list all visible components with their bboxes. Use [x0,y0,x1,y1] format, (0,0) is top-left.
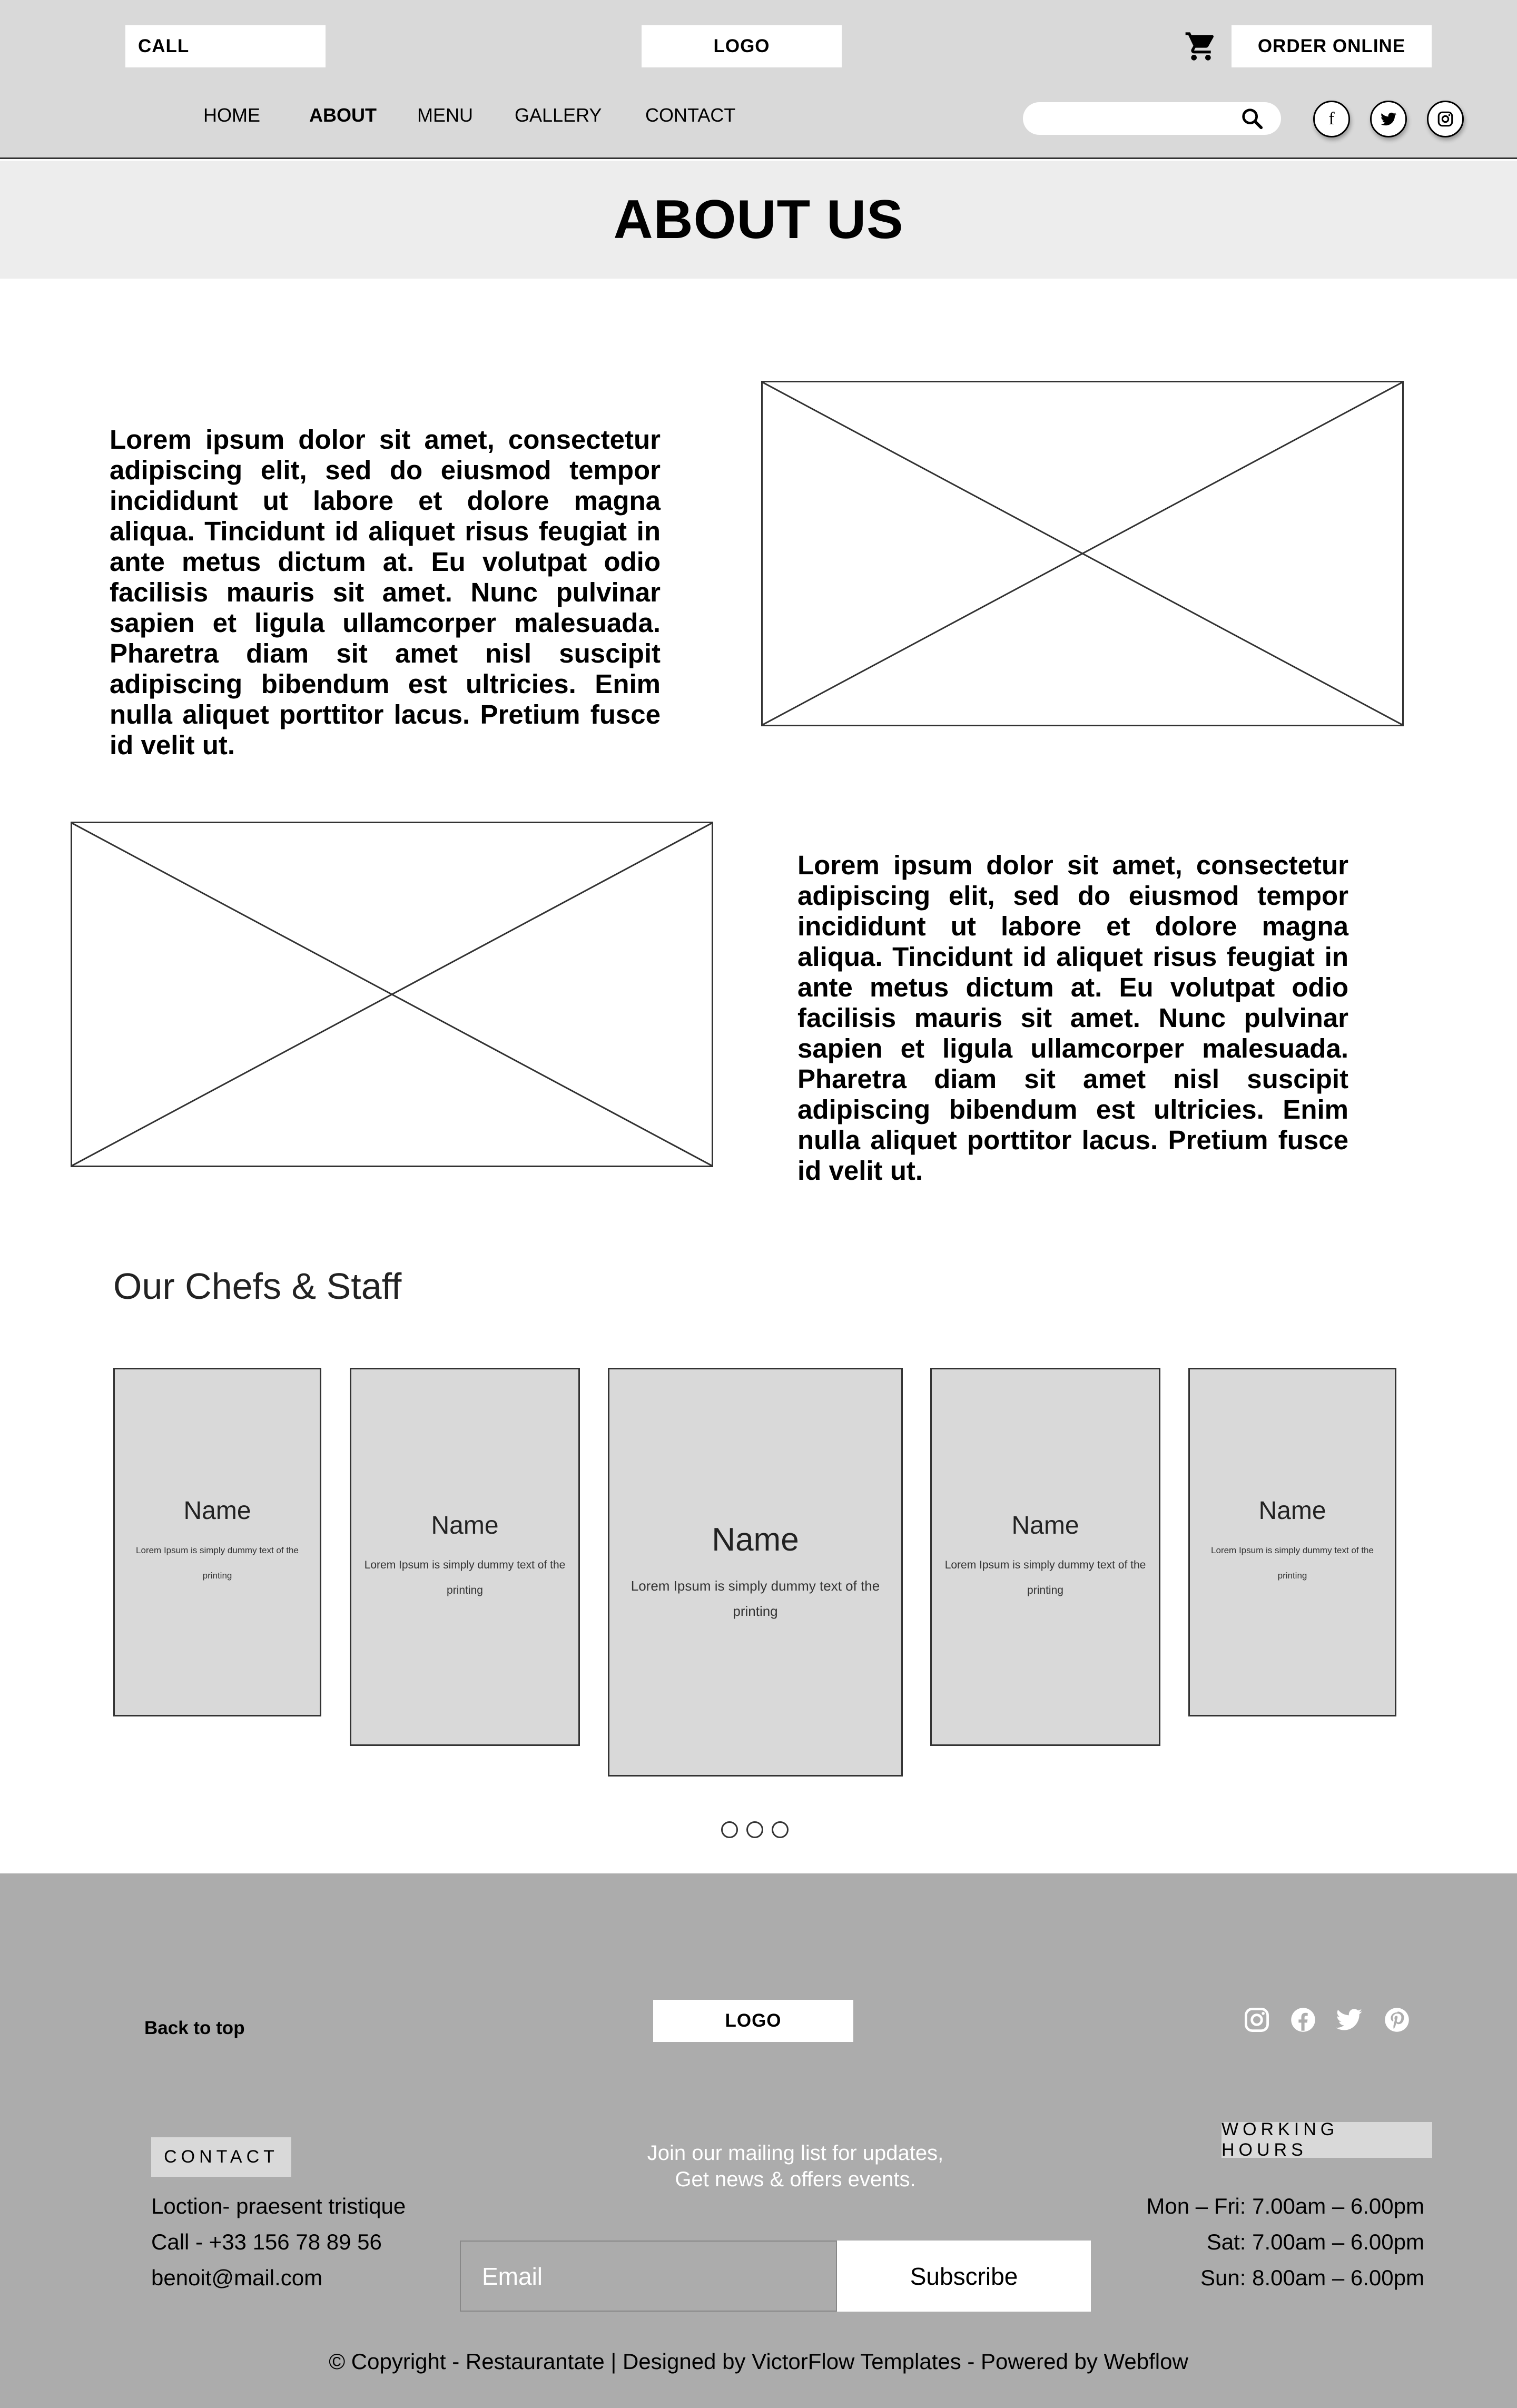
staff-card[interactable] [113,1368,321,1716]
nav-contact[interactable]: CONTACT [645,104,736,126]
carousel-dot[interactable] [746,1821,763,1838]
email-field[interactable] [460,2241,837,2312]
copyright-text: © Copyright - Restaurantate | Designed by VictorFlow Templates - Powered by Webflow [329,2349,1188,2374]
email-input[interactable] [481,2258,820,2294]
staff-section-title: Our Chefs & Staff [113,1266,402,1307]
hours-weekday: Mon – Fri: 7.00am – 6.00pm [1146,2194,1424,2218]
about-paragraph-1: Lorem ipsum dolor sit amet, consectetur adipiscing elit, sed do eiusmod tempor incididunt ut labore et dolore magna aliqua. Tincidunt id aliquet risus feugiat in ante metus dictum at. Eu volutpat odio facilisis mauris sit amet. Nunc pulvinar sapien et ligula ullamcorper malesuada. Pharetra diam sit amet nisl suscipit adipiscing bibendum est ultricies. Enim nulla aliquet porttitor lacus. Pretium fusce id velit ut. [110,425,661,760]
hours-saturday: Sat: 7.00am – 6.00pm [1206,2229,1424,2254]
twitter-icon[interactable] [1370,101,1407,137]
about-paragraph-2: Lorem ipsum dolor sit amet, consectetur adipiscing elit, sed do eiusmod tempor incididunt ut labore et dolore magna aliqua. Tincidunt id aliquet risus feugiat in ante metus dictum at. Eu volutpat odio facilisis mauris sit amet. Nunc pulvinar sapien et ligula ullamcorper malesuada. Pharetra diam sit amet nisl suscipit adipiscing bibendum est ultricies. Enim nulla aliquet porttitor lacus. Pretium fusce id velit ut. [797,850,1348,1186]
carousel-dot[interactable] [772,1821,789,1838]
footer-phone[interactable]: Call - +33 156 78 89 56 [151,2229,382,2254]
footer-email[interactable]: benoit@mail.com [151,2265,323,2290]
staff-name: Name [431,1511,499,1539]
image-placeholder-1 [761,381,1404,726]
cart-icon[interactable] [1184,29,1218,63]
staff-card[interactable] [1188,1368,1396,1716]
search-icon[interactable] [1240,106,1264,131]
staff-description: Lorem Ipsum is simply dummy text of the printing [631,1577,880,1619]
search-input[interactable] [1036,106,1238,132]
pinterest-icon[interactable] [1383,2006,1411,2034]
subscribe-button[interactable] [837,2241,1091,2312]
staff-card[interactable] [930,1368,1160,1746]
working-hours-label-text: WORKING HOURS [1222,2119,1339,2160]
nav-menu[interactable]: MENU [417,104,473,126]
carousel-dot[interactable] [721,1821,738,1838]
facebook-icon[interactable]: f [1313,101,1350,137]
footer-location: Loction- praesent tristique [151,2194,406,2218]
facebook-icon[interactable] [1289,2006,1317,2034]
hours-sunday: Sun: 8.00am – 6.00pm [1200,2265,1424,2290]
twitter-icon[interactable] [1336,2007,1363,2032]
call-button[interactable] [125,25,326,67]
contact-label-text: CONTACT [164,2147,279,2167]
page-title-band [0,161,1517,279]
working-hours-label [1222,2119,1432,2160]
image-placeholder-2 [71,822,713,1167]
contact-label [151,2137,291,2177]
page-title: ABOUT US [613,189,904,250]
nav-gallery[interactable]: GALLERY [515,104,602,126]
staff-description: Lorem Ipsum is simply dummy text of the printing [944,1558,1146,1596]
staff-name: Name [1258,1496,1326,1525]
back-to-top-link[interactable]: Back to top [144,2018,245,2038]
order-online-button[interactable] [1232,25,1432,67]
instagram-icon[interactable] [1243,2006,1270,2034]
footer-logo[interactable] [653,2000,853,2042]
staff-description: Lorem Ipsum is simply dummy text of the printing [364,1558,566,1596]
call-label: CALL [138,36,190,56]
subscribe-label: Subscribe [910,2262,1018,2290]
nav-about[interactable]: ABOUT [309,104,377,126]
mailing-line-2: Get news & offers events. [675,2168,916,2191]
nav-home[interactable]: HOME [203,104,260,126]
logo-label: LOGO [713,36,770,56]
site-header [0,0,1517,159]
staff-name: Name [183,1496,251,1525]
footer-logo-label: LOGO [725,2010,782,2031]
header-logo[interactable] [642,25,842,67]
site-footer [0,1873,1517,2408]
staff-description: Lorem Ipsum is simply dummy text of the printing [1211,1545,1374,1581]
staff-card[interactable] [608,1368,903,1777]
staff-card[interactable] [350,1368,580,1746]
instagram-icon[interactable] [1427,101,1464,137]
mailing-line-1: Join our mailing list for updates, [647,2141,944,2165]
staff-name: Name [712,1521,799,1558]
search-bar[interactable] [1023,102,1281,135]
mailing-list-text [558,2140,1032,2193]
staff-name: Name [1011,1511,1079,1539]
order-online-label: ORDER ONLINE [1257,36,1406,56]
staff-description: Lorem Ipsum is simply dummy text of the printing [136,1545,299,1581]
